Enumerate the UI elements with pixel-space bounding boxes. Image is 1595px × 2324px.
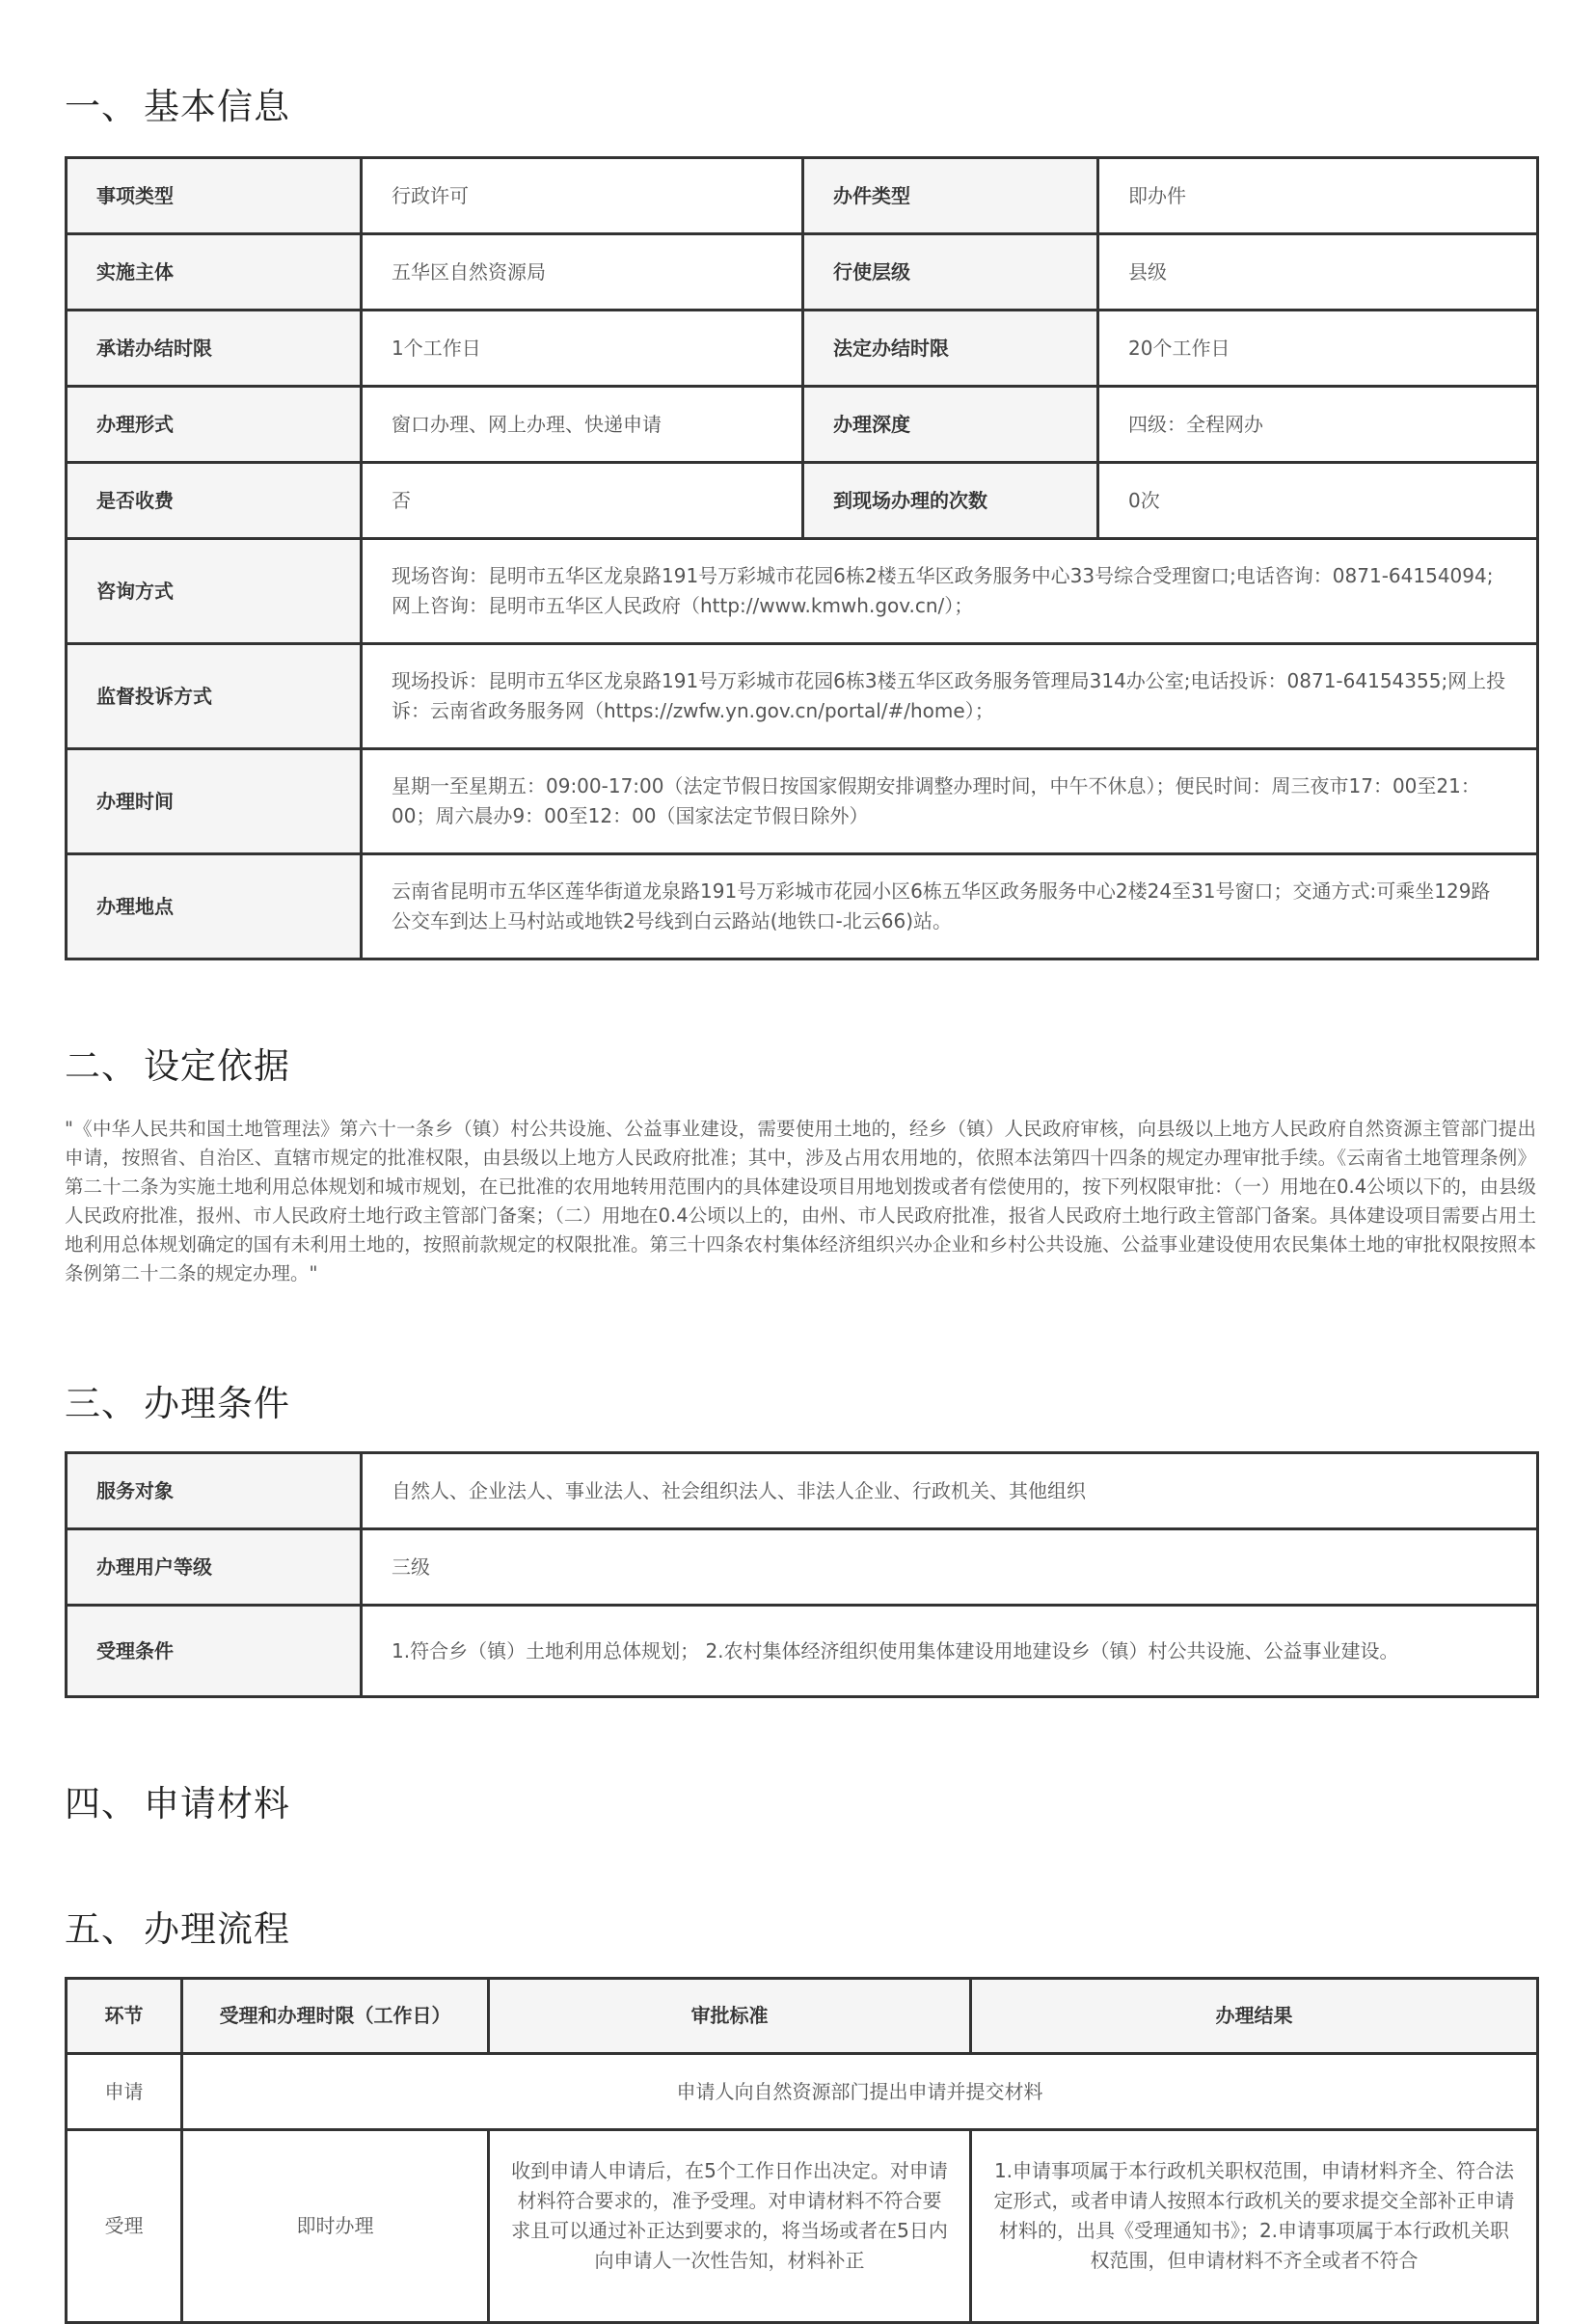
service-target-value: 自然人、企业法人、事业法人、社会组织法人、非法人企业、行政机关、其他组织 [362,1453,1538,1529]
legal-time-value: 20个工作日 [1098,311,1538,387]
matter-type-value: 行政许可 [362,158,803,234]
section-title-conditions [65,1374,290,1426]
section-number: 一、 [65,86,138,127]
handle-form-label: 办理形式 [67,387,362,463]
user-level-label: 办理用户等级 [67,1529,362,1606]
table-row [67,158,1538,234]
place-label: 办理地点 [67,854,362,959]
section-title-basis [65,1037,290,1089]
table-row [67,463,1538,539]
standard-cell: 收到申请人申请后，在5个工作日作出决定。对申请材料符合要求的，准予受理。对申请材料不符合要求且可以通过补正达到要求的，将当场或者在5日内向申请人一次性告知，材料补正 [489,2130,971,2323]
table-header-row [67,1979,1538,2054]
accept-condition-value: 1.符合乡（镇）土地利用总体规划； 2.农村集体经济组织使用集体建设用地建设乡（镇）村公共设施、公益事业建设。 [362,1606,1538,1697]
table-row [67,387,1538,463]
table-row [67,854,1538,959]
time-limit-cell: 即时办理 [182,2130,489,2323]
subject-label: 实施主体 [67,234,362,311]
consult-label: 咨询方式 [67,539,362,644]
section-number: 四、 [65,1783,138,1824]
complaint-value: 现场投诉：昆明市五华区龙泉路191号万彩城市花园6栋3楼五华区政务服务管理局314办公室;电话投诉：0871-64154355;网上投诉：云南省政务服务网（https://zwfw.yn.gov.cn/portal/#/home）； [362,644,1538,749]
table-row [67,1606,1538,1697]
section-title-text: 基本信息 [144,86,290,127]
stage-cell: 申请 [67,2054,182,2130]
section-title-basic-info [65,77,290,129]
stage-content-cell: 申请人向自然资源部门提出申请并提交材料 [182,2054,1538,2130]
column-header: 受理和办理时限（工作日） [182,1979,489,2054]
table-row [67,2130,1538,2323]
section-title-materials [65,1774,290,1826]
table-row [67,2054,1538,2130]
handle-type-label: 办件类型 [803,158,1098,234]
handle-type-value: 即办件 [1098,158,1538,234]
fee-label: 是否收费 [67,463,362,539]
column-header: 办理结果 [971,1979,1538,2054]
section-title-text: 申请材料 [144,1783,290,1824]
section-title-flow [65,1900,290,1952]
table-row [67,749,1538,854]
handle-depth-value: 四级：全程网办 [1098,387,1538,463]
level-label: 行使层级 [803,234,1098,311]
result-cell: 1.申请事项属于本行政机关职权范围，申请材料齐全、符合法定形式，或者申请人按照本行政机关的要求提交全部补正申请材料的，出具《受理通知书》；2.申请事项属于本行政机关职权范围，但申请材料不齐全或者不符合 [971,2130,1538,2323]
legal-time-label: 法定办结时限 [803,311,1098,387]
stage-cell: 受理 [67,2130,182,2323]
complaint-label: 监督投诉方式 [67,644,362,749]
level-value: 县级 [1098,234,1538,311]
handle-depth-label: 办理深度 [803,387,1098,463]
table-row [67,1453,1538,1529]
promise-time-value: 1个工作日 [362,311,803,387]
fee-value: 否 [362,463,803,539]
table-row [67,539,1538,644]
flow-table [65,1977,1539,2324]
conditions-table [65,1451,1539,1698]
promise-time-label: 承诺办结时限 [67,311,362,387]
visits-label: 到现场办理的次数 [803,463,1098,539]
visits-value: 0次 [1098,463,1538,539]
section-title-text: 设定依据 [144,1045,290,1087]
table-row [67,1529,1538,1606]
section-number: 五、 [65,1908,138,1950]
column-header: 审批标准 [489,1979,971,2054]
section-number: 二、 [65,1045,138,1087]
table-row [67,644,1538,749]
column-header: 环节 [67,1979,182,2054]
table-row [67,234,1538,311]
service-target-label: 服务对象 [67,1453,362,1529]
basis-text: "《中华人民共和国土地管理法》第六十一条乡（镇）村公共设施、公益事业建设，需要使用土地的，经乡（镇）人民政府审核，向县级以上地方人民政府自然资源主管部门提出申请，按照省、自治区、直辖市规定的批准权限，由县级以上地方人民政府批准；其中，涉及占用农用地的，依照本法第四十四条的规定办理审批手续。《云南省土地管理条例》第二十二条为实施土地利用总体规划和城市规划，在已批准的农用地转用范围内的具体建设项目用地划拨或者有偿使用的，按下列权限审批：（一）用地在0.4公顷以下的，由县级人民政府批准，报州、市人民政府土地行政主管部门备案；（二）用地在0.4公顷以上的，由州、市人民政府批准，报省人民政府土地行政主管部门备案。具体建设项目需要占用土地利用总体规划确定的国有未利用土地的，按照前款规定的权限批准。第三十四条农村集体经济组织兴办企业和乡村公共设施、公益事业建设使用农民集体土地的审批权限按照本条例第二十二条的规定办理。" [65,1118,1536,1284]
user-level-value: 三级 [362,1529,1538,1606]
hours-value: 星期一至星期五：09:00-17:00（法定节假日按国家假期安排调整办理时间，中午不休息）；便民时间：周三夜市17：00至21：00；周六晨办9：00至12：00（国家法定节假日除外） [362,749,1538,854]
subject-value: 五华区自然资源局 [362,234,803,311]
section-title-text: 办理流程 [144,1908,290,1950]
handle-form-value: 窗口办理、网上办理、快递申请 [362,387,803,463]
section-number: 三、 [65,1383,138,1424]
section-title-text: 办理条件 [144,1383,290,1424]
accept-condition-label: 受理条件 [67,1606,362,1697]
matter-type-label: 事项类型 [67,158,362,234]
hours-label: 办理时间 [67,749,362,854]
place-value: 云南省昆明市五华区莲华街道龙泉路191号万彩城市花园小区6栋五华区政务服务中心2楼24至31号窗口；交通方式:可乘坐129路公交车到达上马村站或地铁2号线到白云路站(地铁口-北云66)站。 [362,854,1538,959]
consult-value: 现场咨询：昆明市五华区龙泉路191号万彩城市花园6栋2楼五华区政务服务中心33号综合受理窗口;电话咨询：0871-64154094;网上咨询：昆明市五华区人民政府（http://www.kmwh.gov.cn/）； [362,539,1538,644]
table-row [67,311,1538,387]
basic-info-table [65,156,1539,960]
